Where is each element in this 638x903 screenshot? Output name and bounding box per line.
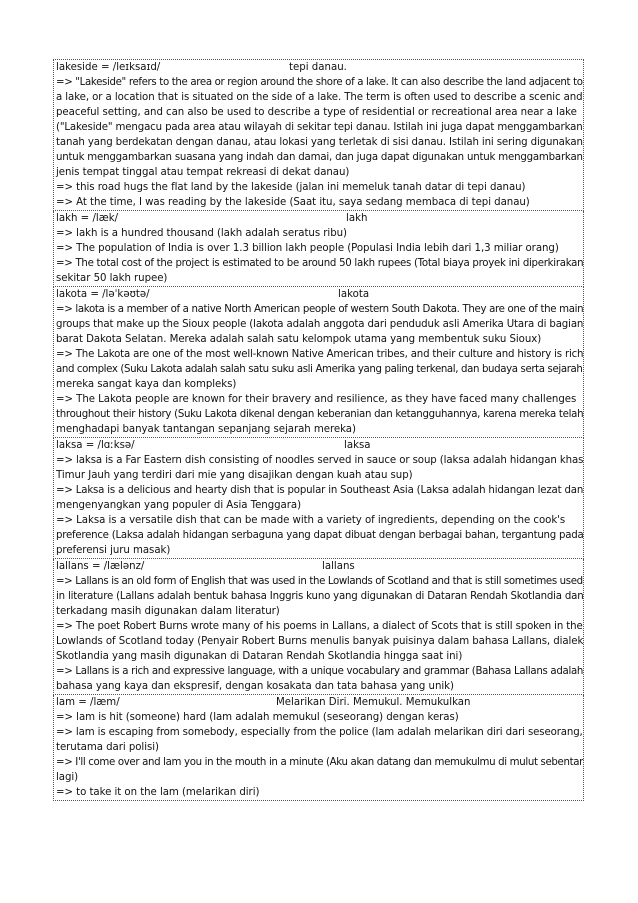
entry-line: => "Lakeside" refers to the area or region around the shore of a lake. It can also describe the land adjacent to [56,77,583,88]
entry-line: => Laksa is a delicious and hearty dish that is popular in Southeast Asia (Laksa adalah hidangan lezat dan [56,485,584,496]
entry-line: jenis tempat tinggal atau tempat rekreasi di dekat danau) [56,167,350,178]
entry-meaning: lakota [338,289,370,300]
entry-line: terutama dari polisi) [56,742,159,753]
entry-header [56,287,582,302]
entry-term: lakeside = /leɪksaɪd/ [56,62,161,73]
entry-line: Timur Jauh yang terdiri dari mie yang disajikan dengan kuah atau sup) [56,470,413,481]
entry-line: bahasa yang kaya dan ekspresif, dengan kosakata dan tata bahasa yang unik) [56,681,454,692]
entry-line: mengenyangkan yang populer di Asia Tenggara) [56,500,301,511]
entry-line: and complex (Suku Lakota adalah salah satu suku asli Amerika yang paling terkenal, dan budaya serta sejarah [56,364,583,375]
entry-laksa [53,438,584,559]
entry-line: => lam is escaping from somebody, especially from the police (lam adalah melarikan diri dari seseorang, [56,727,583,738]
entry-line: a lake, or a location that is situated on the side of a lake. The term is often used to describe a scenic and [56,92,583,103]
entry-line: untuk menggambarkan suasana yang indah dan damai, dan juga dapat digunakan untuk menggambarkan [56,152,583,163]
entry-term: lallans = /lælənz/ [56,561,145,572]
entry-line: mereka sangat kaya dan kompleks) [56,379,237,390]
entry-line: => At the time, I was reading by the lakeside (Saat itu, saya sedang membaca di tepi danau) [56,197,530,208]
entry-line: lagi) [56,772,79,783]
entry-line: tanah yang berdekatan dengan danau, atau lokasi yang terletak di sisi danau. Istilah ini sering digunakan [56,137,583,148]
entry-line: => lam is hit (someone) hard (lam adalah memukul (seseorang) dengan keras) [56,712,459,723]
entry-term: lakota = /ləˈkəʊtə/ [56,289,150,300]
dictionary-page [53,59,584,801]
entry-line: in literature (Lallans adalah bentuk bahasa Inggris kuno yang digunakan di Dataran Rendah Skotlandia dan [56,591,584,602]
entry-line: => this road hugs the flat land by the lakeside (jalan ini memeluk tanah datar di tepi danau) [56,182,526,193]
entry-lakota [53,287,584,438]
entry-header [56,559,582,574]
entry-term: lakh = /læk/ [56,213,119,224]
entry-line: throughout their history (Suku Lakota dikenal dengan keberanian dan ketangguhannya, karena mereka telah [56,409,584,420]
entry-term: lam = /læm/ [56,697,120,708]
entry-header [56,60,582,75]
entry-line: => laksa is a Far Eastern dish consisting of noodles served in sauce or soup (laksa adalah hidangan khas [56,455,584,466]
entry-line: => lakota is a member of a native North American people of western South Dakota. They are one of the main [56,304,584,315]
entry-lakeside [53,59,584,211]
entry-line: => The Lakota people are known for their bravery and resilience, as they have faced many challenges [56,394,577,405]
entry-line: peaceful setting, and can also be used to describe a type of residential or recreational area near a lake [56,107,577,118]
entry-header [56,695,582,710]
entry-lallans [53,559,584,695]
entry-line: preferensi juru masak) [56,545,171,556]
entry-line: preference (Laksa adalah hidangan serbaguna yang dapat dibuat dengan berbagai bahan, tergantung pada [56,530,584,541]
entry-line: Lowlands of Scotland today (Penyair Robert Burns menulis banyak puisinya dalam bahasa Lallans, dialek [56,636,584,647]
entry-lakh [53,211,584,287]
entry-line: Skotlandia yang masih digunakan di Dataran Rendah Skotlandia hingga saat ini) [56,651,463,662]
entry-line: => The total cost of the project is estimated to be around 50 lakh rupees (Total biaya proyek ini diperkirakan [56,258,584,269]
entry-header [56,211,582,226]
entry-line: barat Dakota Selatan. Mereka adalah salah satu kelompok utama yang membentuk suku Sioux) [56,334,542,345]
entry-line: => Lallans is a rich and expressive language, with a unique vocabulary and grammar (Bahasa Lallans adalah [56,666,584,677]
entry-lam [53,695,584,801]
entry-header [56,438,582,453]
entry-meaning: tepi danau. [289,62,347,73]
entry-meaning: Melarikan Diri. Memukul. Memukulkan [276,697,471,708]
entry-meaning: lallans [322,561,355,572]
entry-line: => The poet Robert Burns wrote many of his poems in Lallans, a dialect of Scots that is still spoken in the [56,621,583,632]
entry-line: terkadang masih digunakan dalam literatur) [56,606,280,617]
entry-meaning: laksa [344,440,371,451]
entry-line: => Lallans is an old form of English that was used in the Lowlands of Scotland and that is still sometimes used [56,576,583,587]
entry-line: menghadapi banyak tantangan sepanjang sejarah mereka) [56,424,356,435]
entry-line: => I'll come over and lam you in the mouth in a minute (Aku akan datang dan memukulmu di mulut sebentar [56,757,583,768]
entry-line: => The Lakota are one of the most well-known Native American tribes, and their culture and history is rich [56,349,584,360]
entry-meaning: lakh [346,213,368,224]
entry-line: => to take it on the lam (melarikan diri) [56,787,260,798]
entry-line: groups that make up the Sioux people (lakota adalah anggota dari penduduk asli Amerika Utara di bagian [56,319,584,330]
entry-line: ("Lakeside" mengacu pada area atau wilayah di sekitar tepi danau. Istilah ini juga dapat menggambarkan [56,122,583,133]
entry-line: => The population of India is over 1.3 billion lakh people (Populasi India lebih dari 1,3 miliar orang) [56,243,559,254]
entry-line: => Laksa is a versatile dish that can be made with a variety of ingredients, depending on the cook's [56,515,566,526]
entry-term: laksa = /lɑːksə/ [56,440,135,451]
entry-line: => lakh is a hundred thousand (lakh adalah seratus ribu) [56,228,347,239]
entry-line: sekitar 50 lakh rupee) [56,273,168,284]
